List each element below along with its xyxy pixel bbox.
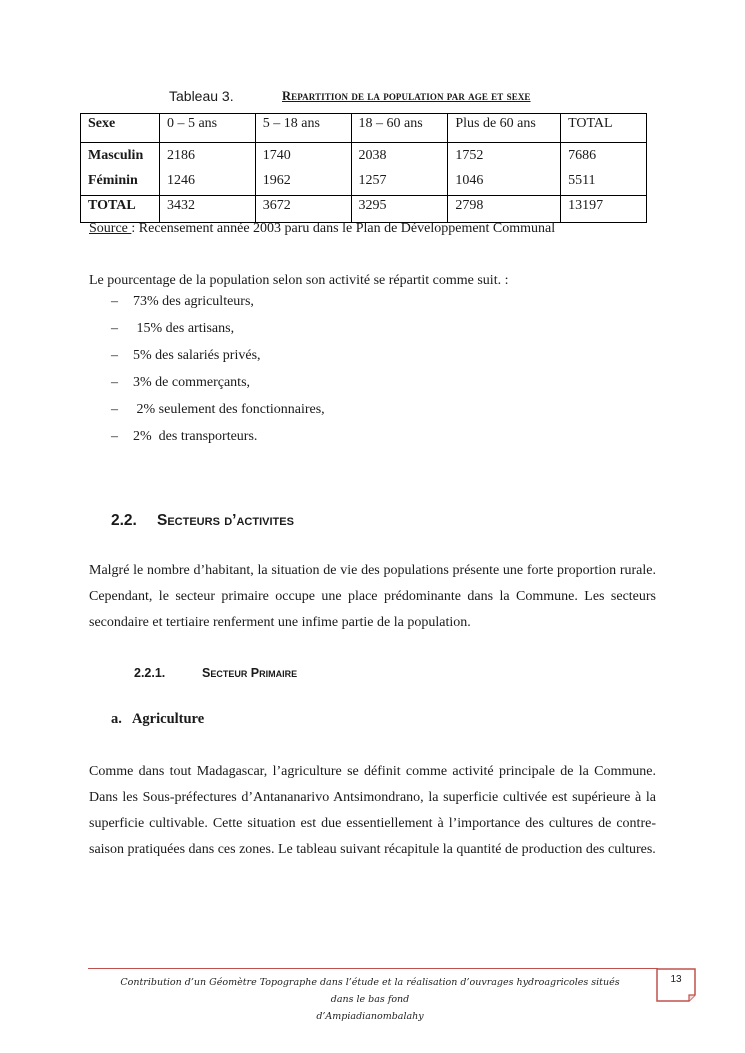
total-0-5: 3432 — [159, 196, 255, 223]
table-caption — [169, 88, 609, 106]
header-cell-age-60-plus: Plus de 60 ans — [448, 114, 561, 143]
cell-total — [561, 143, 647, 196]
subsection-title: Secteur Primaire — [202, 666, 298, 680]
value-masculin-5-18: 1740 — [262, 148, 291, 163]
value-feminin-5-18: 1962 — [262, 173, 291, 188]
footer-line-1: Contribution d’un Géomètre Topographe dans l’étude et la réalisation d’ouvrages hydroagricoles situés dans le bas fond — [120, 977, 620, 1005]
footer-rule — [88, 968, 658, 969]
subsubsection-heading: a. Agriculture — [111, 711, 205, 727]
total-18-60: 3295 — [351, 196, 448, 223]
value-masculin-0-5: 2186 — [166, 148, 195, 163]
value-masculin-18-60: 2038 — [358, 148, 387, 163]
section-paragraph: Malgré le nombre d’habitant, la situation de vie des populations présente une forte proportion rurale. Cependant, le secteur primaire occupe une place prédominante dans la Commune. Les secteurs secondaire et tertiaire renferment une infime partie de la population. — [89, 563, 656, 630]
total-5-18: 3672 — [255, 196, 351, 223]
subsection-number: 2.2.1. — [134, 666, 166, 680]
agriculture-paragraph: Comme dans tout Madagascar, l’agriculture se définit comme activité principale de la Commune. Dans les Sous-préfectures d’Antananarivo Antsimondrano, la superficie cultivée est supérieure à la superficie cultivable. Cette situation est due essentiellement à l’importance des cultures de contre-saison pratiquées dans ces zones. Le tableau suivant récapitule la quantité de production des cultures. — [89, 764, 656, 857]
table-caption-title: Repartition de la population par age et sexe — [282, 89, 531, 103]
page-number: 13 — [670, 974, 682, 985]
section-title: Secteurs d’activites — [157, 512, 294, 529]
value-feminin-0-5: 1246 — [166, 173, 195, 188]
row-label-masculin: Masculin — [88, 148, 144, 163]
subsection-heading — [134, 666, 297, 680]
source-label: Source — [89, 221, 132, 236]
row-label-feminin: Féminin — [88, 173, 138, 188]
population-table — [80, 113, 647, 223]
cell-age-60-plus — [448, 143, 561, 196]
table-source — [89, 221, 555, 237]
table-header-row — [81, 114, 647, 143]
header-cell-age-0-5: 0 – 5 ans — [159, 114, 255, 143]
section-heading — [111, 512, 294, 530]
table-total-row — [81, 196, 647, 223]
row-labels — [81, 143, 160, 196]
value-feminin-total: 5511 — [568, 173, 596, 188]
cell-age-5-18 — [255, 143, 351, 196]
total-grand: 13197 — [561, 196, 647, 223]
total-row-label: TOTAL — [81, 196, 160, 223]
page-number-box — [656, 968, 696, 1002]
table-row-by-sex — [81, 143, 647, 196]
footer-text — [110, 974, 630, 1025]
value-masculin-60-plus: 1752 — [455, 148, 484, 163]
header-cell-total: TOTAL — [561, 114, 647, 143]
cell-age-0-5 — [159, 143, 255, 196]
header-cell-sex: Sexe — [81, 114, 160, 143]
total-60-plus: 2798 — [448, 196, 561, 223]
value-masculin-total: 7686 — [568, 148, 597, 163]
table-caption-label: Tableau 3. — [169, 88, 234, 104]
header-cell-age-5-18: 5 – 18 ans — [255, 114, 351, 143]
source-text: : Recensement année 2003 paru dans le Plan de Développement Communal — [131, 221, 556, 236]
value-feminin-18-60: 1257 — [358, 173, 387, 188]
header-cell-age-18-60: 18 – 60 ans — [351, 114, 448, 143]
intro-paragraph: Le pourcentage de la population selon son activité se répartit comme suit. : — [89, 273, 509, 288]
section-number: 2.2. — [111, 512, 137, 529]
footer-line-2: d’Ampiadianombalahy — [316, 1011, 424, 1022]
value-feminin-60-plus: 1046 — [455, 173, 484, 188]
cell-age-18-60 — [351, 143, 448, 196]
